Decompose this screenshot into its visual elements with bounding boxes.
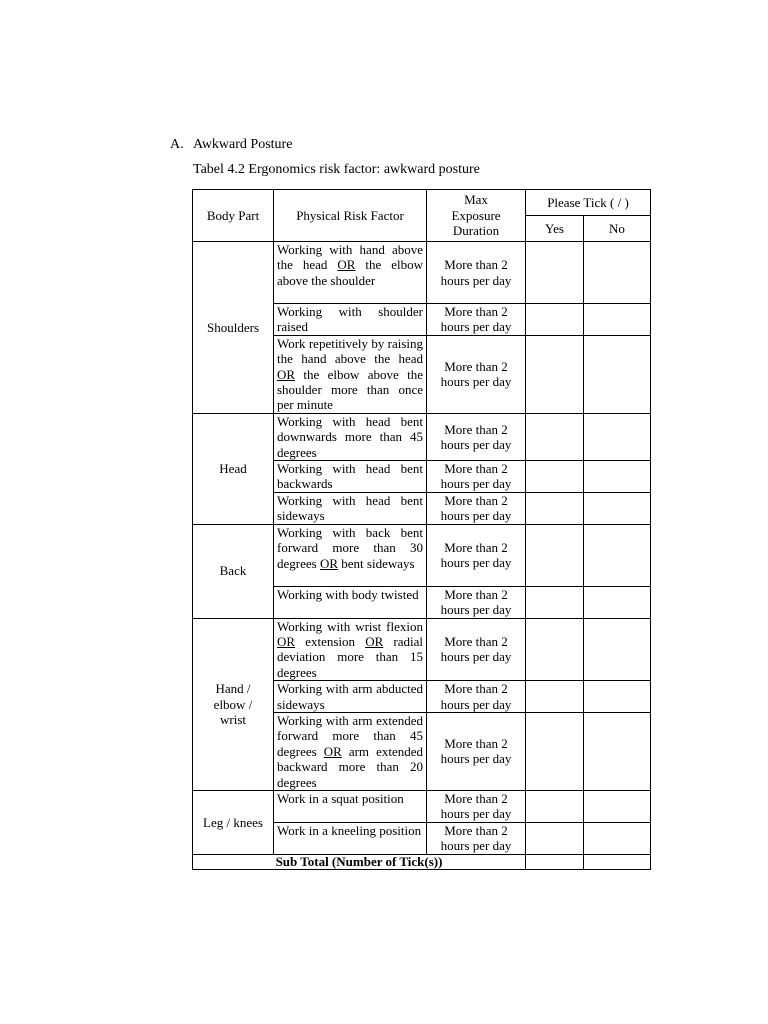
duration-cell: More than 2 hours per day: [427, 524, 526, 586]
risk-factor-text: [277, 791, 423, 806]
duration-cell: More than 2 hours per day: [427, 492, 526, 524]
or-emphasis: OR: [337, 257, 356, 273]
tick-no-cell[interactable]: [584, 790, 651, 822]
factor-text-part: arm extended backward more than 20 degrees: [277, 743, 423, 790]
duration-cell: More than 2 hours per day: [427, 712, 526, 790]
header-physical-risk-factor: Physical Risk Factor: [274, 190, 427, 242]
tick-no-cell[interactable]: [584, 712, 651, 790]
tick-yes-cell[interactable]: [526, 242, 584, 304]
factor-text-part: Working with back bent forward more than 30 degrees: [277, 524, 423, 571]
tick-yes-cell[interactable]: [526, 586, 584, 618]
factor-text-part: Working with shoulder raised: [277, 304, 423, 335]
risk-factor-cell: [274, 242, 427, 304]
body-part-cell: Leg / knees: [193, 790, 274, 854]
duration-cell: More than 2 hours per day: [427, 335, 526, 413]
tick-no-cell[interactable]: [584, 304, 651, 336]
duration-cell: More than 2 hours per day: [427, 681, 526, 713]
duration-cell: More than 2 hours per day: [427, 586, 526, 618]
risk-factor-cell: [274, 712, 427, 790]
header-max-exposure-duration: [427, 190, 526, 242]
header-yes: Yes: [526, 216, 584, 242]
tick-yes-cell[interactable]: [526, 524, 584, 586]
section-letter: A.: [170, 137, 184, 152]
or-emphasis: OR: [319, 555, 339, 571]
tick-yes-cell[interactable]: [526, 335, 584, 413]
subtotal-yes-cell[interactable]: [526, 854, 584, 869]
risk-factor-cell: [274, 524, 427, 586]
tick-no-cell[interactable]: [584, 618, 651, 681]
factor-text-part: the elbow above the shoulder: [277, 257, 424, 288]
tick-no-cell[interactable]: [584, 461, 651, 493]
table-row: [193, 618, 651, 681]
risk-factor-text: [277, 823, 423, 838]
or-emphasis: OR: [323, 743, 342, 759]
factor-text-part: Working with arm abducted sideways: [277, 681, 423, 712]
risk-factor-cell: [274, 681, 427, 713]
header-no: No: [584, 216, 651, 242]
risk-factor-text: [277, 336, 423, 413]
tick-yes-cell[interactable]: [526, 681, 584, 713]
tick-no-cell[interactable]: [584, 822, 651, 854]
table-caption: Tabel 4.2 Ergonomics risk factor: awkward posture: [193, 162, 480, 177]
factor-text-part: Work in a kneeling position: [277, 822, 422, 838]
subtotal-row: [193, 854, 651, 869]
tick-yes-cell[interactable]: [526, 461, 584, 493]
factor-text-part: Working with body twisted: [277, 586, 419, 602]
tick-yes-cell[interactable]: [526, 304, 584, 336]
tick-yes-cell[interactable]: [526, 790, 584, 822]
duration-cell: More than 2 hours per day: [427, 304, 526, 336]
risk-factor-text: [277, 525, 423, 571]
risk-factor-cell: [274, 492, 427, 524]
risk-factor-text: [277, 414, 423, 460]
factor-text-part: Work in a squat position: [277, 790, 404, 806]
risk-factor-text: [277, 493, 423, 524]
or-emphasis: OR: [277, 366, 296, 382]
tick-no-cell[interactable]: [584, 681, 651, 713]
header-please-tick: Please Tick ( / ): [526, 190, 651, 216]
subtotal-no-cell[interactable]: [584, 854, 651, 869]
factor-text-part: bent sideways: [338, 555, 415, 571]
table-row: [193, 413, 651, 460]
tick-yes-cell[interactable]: [526, 822, 584, 854]
risk-factor-cell: [274, 461, 427, 493]
tick-yes-cell[interactable]: [526, 712, 584, 790]
factor-text-part: extension: [295, 633, 366, 649]
duration-cell: More than 2 hours per day: [427, 822, 526, 854]
duration-cell: More than 2 hours per day: [427, 413, 526, 460]
tick-yes-cell[interactable]: [526, 492, 584, 524]
duration-cell: More than 2 hours per day: [427, 618, 526, 681]
duration-cell: More than 2 hours per day: [427, 242, 526, 304]
risk-factor-text: [277, 304, 423, 335]
table-row: [193, 524, 651, 586]
tick-no-cell[interactable]: [584, 524, 651, 586]
risk-factor-text: [277, 681, 423, 712]
risk-factor-cell: [274, 790, 427, 822]
tick-no-cell[interactable]: [584, 492, 651, 524]
factor-text-part: Working with head bent sideways: [277, 492, 423, 524]
factor-text-part: the elbow above the shoulder more than once per minute: [277, 366, 423, 413]
header-duration-text: Max Exposure Duration: [451, 192, 501, 239]
tick-no-cell[interactable]: [584, 586, 651, 618]
risk-factor-cell: [274, 586, 427, 618]
factor-text-part: Working with head bent backwards: [277, 461, 423, 492]
body-part-cell: Hand / elbow / wrist: [193, 618, 274, 790]
risk-factor-cell: [274, 304, 427, 336]
risk-factor-cell: [274, 335, 427, 413]
risk-factor-cell: [274, 822, 427, 854]
tick-yes-cell[interactable]: [526, 618, 584, 681]
risk-factor-text: [277, 242, 423, 288]
tick-no-cell[interactable]: [584, 242, 651, 304]
section-title: Awkward Posture: [193, 137, 293, 152]
risk-factor-cell: [274, 413, 427, 460]
body-part-cell: Head: [193, 413, 274, 524]
tick-no-cell[interactable]: [584, 335, 651, 413]
factor-text-part: Work repetitively by raising the hand above the head: [277, 335, 423, 367]
table-row: [193, 790, 651, 822]
factor-text-part: Working with hand above the head: [277, 242, 423, 273]
table-row: [193, 242, 651, 304]
factor-text-part: Working with arm extended forward more than 45 degrees: [277, 712, 423, 759]
tick-yes-cell[interactable]: [526, 413, 584, 460]
body-part-cell: Shoulders: [193, 242, 274, 414]
section-heading: [170, 137, 292, 153]
or-emphasis: OR: [365, 633, 384, 649]
tick-no-cell[interactable]: [584, 413, 651, 460]
or-emphasis: OR: [277, 633, 296, 649]
risk-factor-text: [277, 461, 423, 492]
duration-cell: More than 2 hours per day: [427, 790, 526, 822]
subtotal-label: Sub Total (Number of Tick(s)): [193, 854, 526, 869]
risk-factor-text: [277, 713, 423, 790]
risk-factor-table: [192, 189, 651, 870]
header-body-part: Body Part: [193, 190, 274, 242]
factor-text-part: radial deviation more than 15 degrees: [277, 633, 423, 680]
risk-factor-text: [277, 587, 423, 602]
factor-text-part: Working with wrist flexion: [277, 618, 423, 634]
duration-cell: More than 2 hours per day: [427, 461, 526, 493]
factor-text-part: Working with head bent downwards more than 45 degrees: [277, 413, 423, 460]
risk-factor-text: [277, 619, 423, 681]
table-body: [193, 242, 651, 870]
body-part-cell: Back: [193, 524, 274, 618]
risk-factor-cell: [274, 618, 427, 681]
